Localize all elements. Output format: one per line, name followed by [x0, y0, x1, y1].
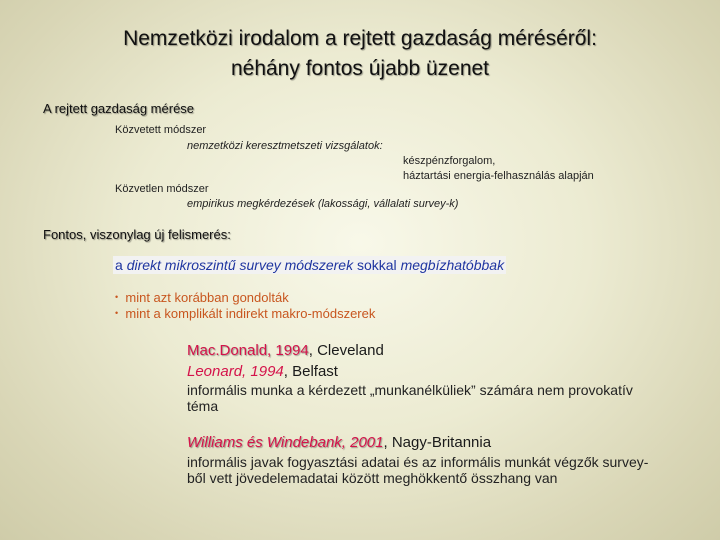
direct-method-label: Közvetlen módszer [115, 183, 209, 195]
reference-author: Williams és Windebank, 2001 [187, 434, 384, 451]
bullet-marker: • [115, 308, 119, 318]
reference-williams [187, 434, 491, 451]
key-claim [113, 256, 506, 274]
indirect-method-label: Közvetett módszer [115, 124, 207, 136]
reference-author: Leonard, 1994 [187, 363, 284, 380]
title-line-2: néhány fontos újabb üzenet [230, 57, 490, 80]
slide-title [0, 24, 720, 84]
reference-leonard [187, 363, 338, 380]
claim-emphasis-reliable: megbízhatóbbak [400, 257, 505, 273]
reference-place: , Nagy-Britannia [383, 434, 492, 451]
indirect-item-cash: készpénzforgalom, [403, 155, 496, 167]
reference-place: , Cleveland [308, 342, 384, 359]
claim-emphasis-methods: direkt mikroszintű survey módszerek [126, 257, 354, 273]
bullet-item-1: • mint azt korábban gondolták [115, 290, 289, 305]
section-heading-recognition: Fontos, viszonylag új felismerés: [43, 227, 231, 242]
bullet-marker: • [115, 292, 119, 302]
reference-author: Mac.Donald, 1994 [187, 342, 309, 359]
reference-williams-desc: informális javak fogyasztási adatai és az informális munkát végzők survey-ből vett jövedelemadatai között meghökkentő összhang van [187, 454, 649, 486]
indirect-method-sub: nemzetközi keresztmetszeti vizsgálatok: [187, 140, 383, 152]
reference-place: , Belfast [283, 363, 338, 380]
direct-method-sub: empirikus megkérdezések (lakossági, vállalati survey-k) [187, 198, 459, 210]
indirect-item-energy: háztartási energia-felhasználás alapján [403, 170, 594, 182]
reference-macdonald [187, 342, 384, 359]
claim-prefix: a [115, 257, 127, 273]
reference-leonard-desc: informális munka a kérdezett „munkanélküliek” számára nem provokatív téma [187, 382, 633, 414]
claim-mid: sokkal [353, 257, 401, 273]
title-line-1: Nemzetközi irodalom a rejtett gazdaság méréséről: [123, 27, 597, 50]
bullet-item-2: • mint a komplikált indirekt makro-módszerek [115, 306, 376, 321]
section-heading-measurement: A rejtett gazdaság mérése [43, 101, 195, 116]
